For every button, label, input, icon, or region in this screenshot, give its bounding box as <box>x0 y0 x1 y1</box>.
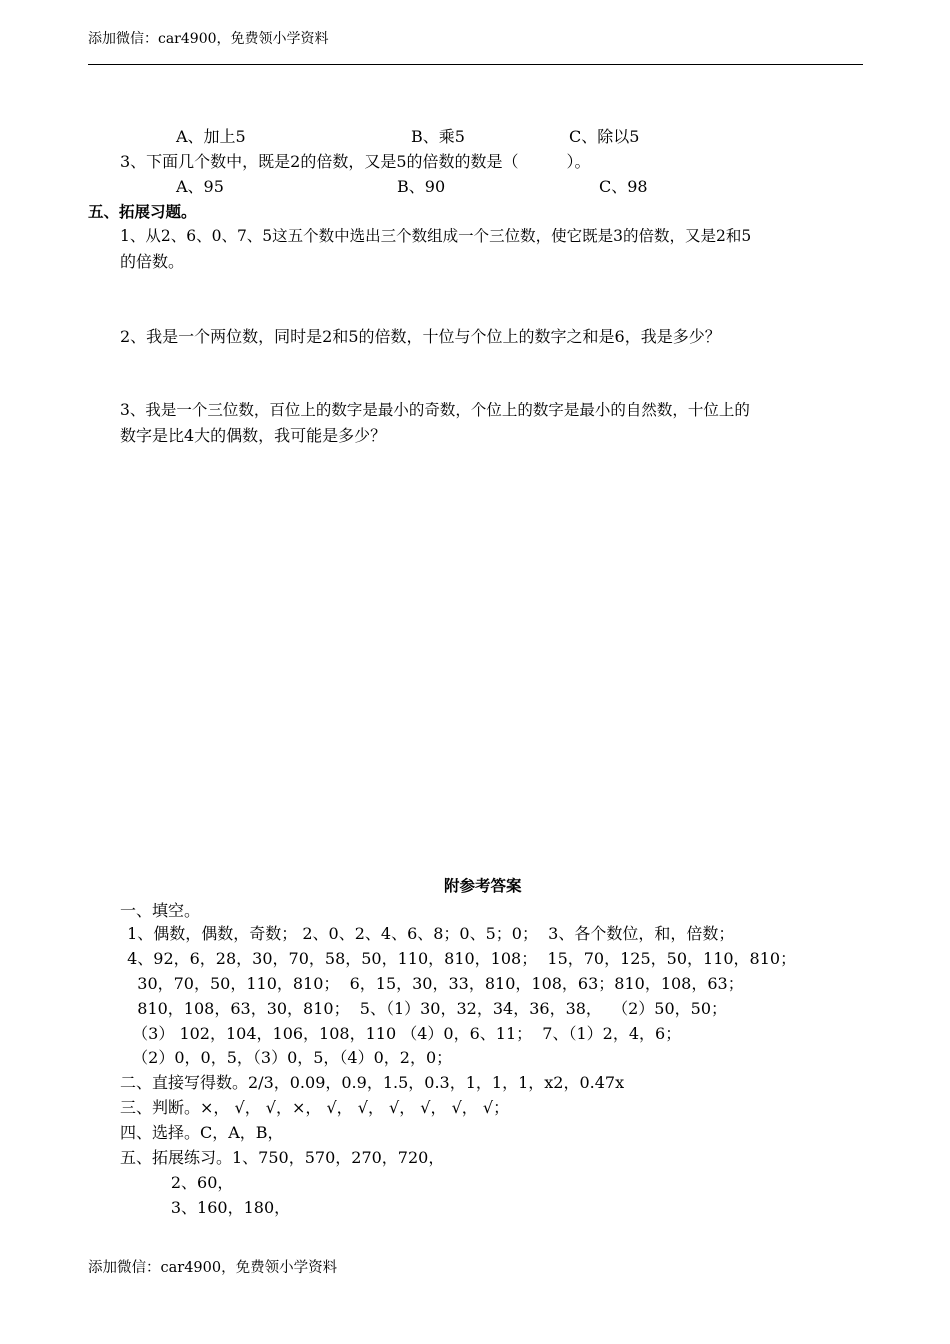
answer-line: 1、偶数，偶数，奇数； 2、0、2、4、6、8；0、5；0； 3、各个数位，和，倍数； <box>122 924 735 943</box>
choice-q2-a: A、加上5 <box>176 127 246 146</box>
section5-q3-line1: 3、我是一个三位数，百位上的数字是最小的奇数，个位上的数字是最小的自然数，十位上的 <box>120 401 750 419</box>
choice-q3-a: A、95 <box>176 177 224 196</box>
answer-line: 30，70，50，110，810； 6，15，30，33，810，108，63；810，108，63； <box>122 974 744 993</box>
answer-line: 2、60， <box>120 1173 234 1192</box>
answer-line: 二、直接写得数。2/3，0.09，0.9，1.5，0.3，1，1，1，x2，0.47x <box>120 1073 625 1092</box>
answer-line: （3） 102，104，106，108，110 （4）0，6、11； 7、（1）2，4，6； <box>122 1024 682 1043</box>
answer-line: （2）0，0，5，（3）0，5，（4）0，2，0； <box>122 1048 453 1067</box>
choice-q2-c: C、除以5 <box>569 127 640 146</box>
answer-line: 一、填空。 <box>120 901 201 920</box>
answers-title: 附参考答案 <box>444 877 522 895</box>
answer-line: 三、判断。×， √， √，×， √， √， √， √， √， √； <box>120 1098 510 1117</box>
choice-q3-c: C、98 <box>599 177 648 196</box>
answer-line: 810，108，63，30，810； 5、（1）30，32，34，36，38， （2）50，50； <box>122 999 727 1018</box>
answer-line: 四、选择。C，A，B， <box>120 1123 284 1142</box>
answer-line: 五、拓展练习。1、750，570，270，720， <box>120 1148 445 1167</box>
answer-line: 3、160，180， <box>120 1198 291 1217</box>
section5-q1-line2: 的倍数。 <box>120 252 185 271</box>
page-header: 添加微信：car4900，免费领小学资料 <box>88 31 329 47</box>
choice-q3-question: 3、下面几个数中，既是2的倍数，又是5的倍数的数是（ ）。 <box>120 152 591 171</box>
page-footer: 添加微信：car4900，免费领小学资料 <box>88 1260 338 1276</box>
section5-q2: 2、我是一个两位数，同时是2和5的倍数，十位与个位上的数字之和是6，我是多少？ <box>120 327 721 346</box>
header-divider <box>88 64 863 65</box>
choice-q3-b: B、90 <box>397 177 446 196</box>
choice-q2-b: B、乘5 <box>411 127 465 146</box>
section5-title: 五、拓展习题。 <box>88 203 197 221</box>
answer-line: 4、92，6，28，30，70，58，50，110，810，108； 15，70，125，50，110，810； <box>122 949 797 968</box>
section5-q3-line2: 数字是比4大的偶数，我可能是多少？ <box>120 426 387 445</box>
section5-q1-line1: 1、从2、6、0、7、5这五个数中选出三个数组成一个三位数，使它既是3的倍数，又是2和5 <box>120 227 752 245</box>
